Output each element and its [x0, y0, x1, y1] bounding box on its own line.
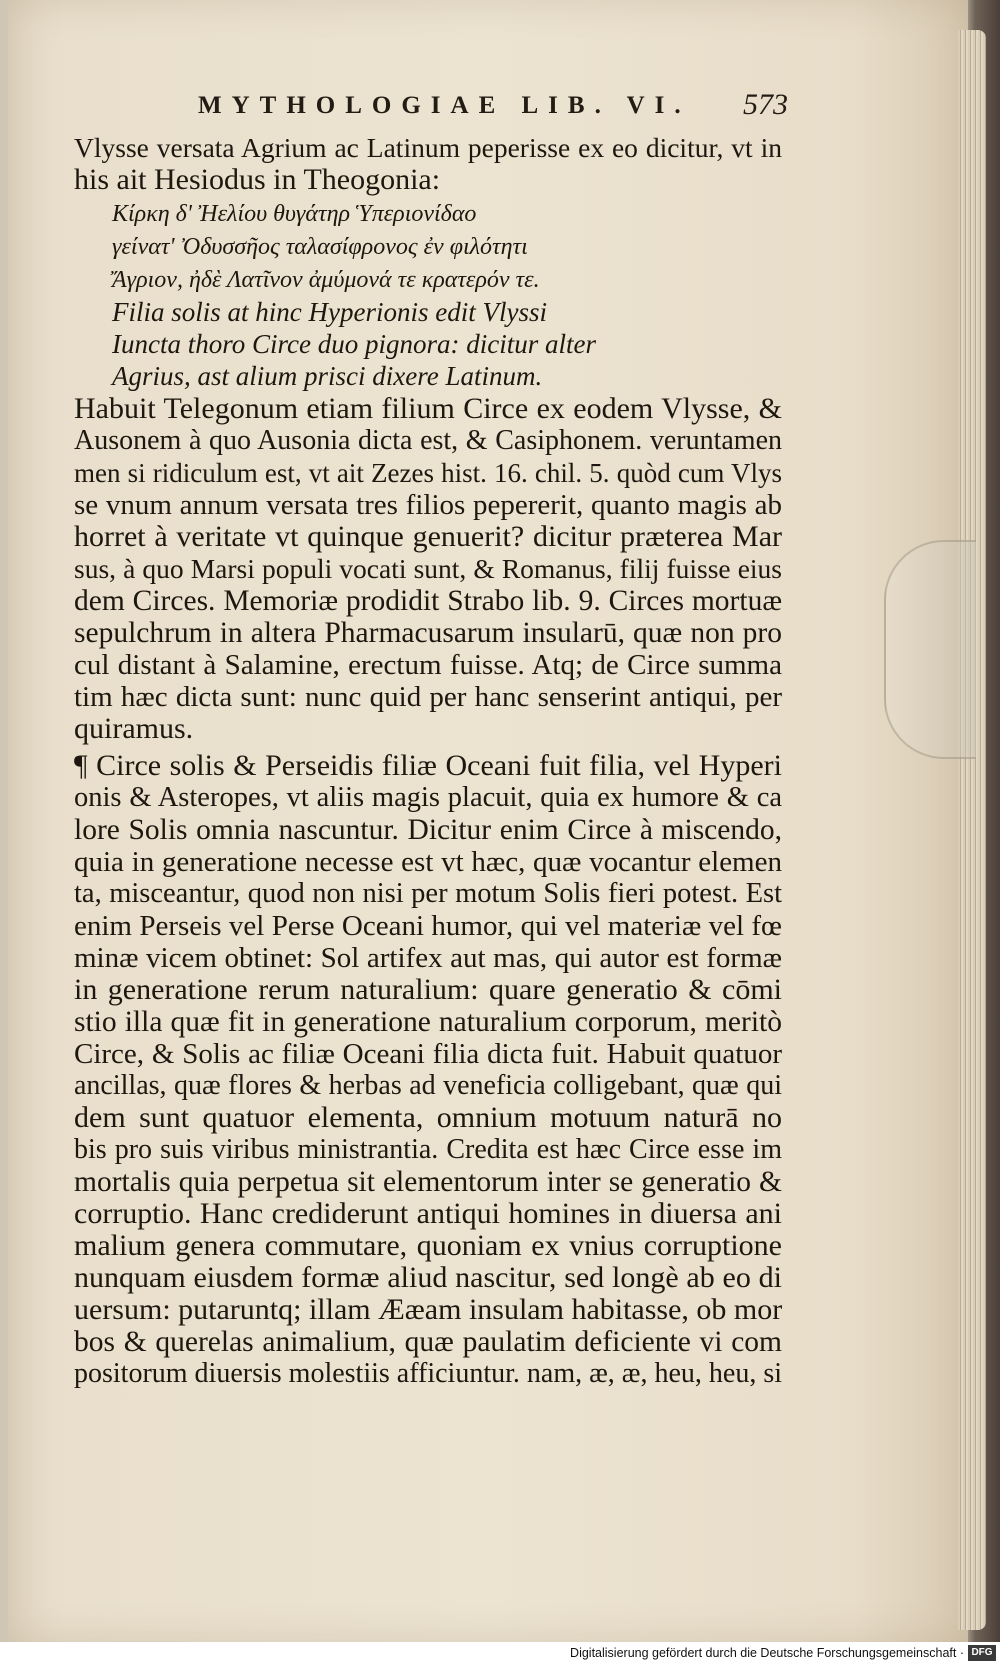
- text-line: quiramus.: [74, 712, 194, 745]
- text-line: Circe, & Solis ac filiæ Oceani filia dicta fuit. Habuit quatuor: [74, 1038, 782, 1070]
- greek-verse-line: Ἄγριον, ἠδὲ Λατῖνον ἀμύμονά τε κρατερόν τε.: [112, 267, 540, 293]
- text-line: nunquam eiusdem formæ aliud nascitur, sed longè ab eo di: [74, 1261, 782, 1294]
- page-edges: [958, 30, 986, 1630]
- text-line: enim Perseis vel Perse Oceani humor, qui vel materiæ vel fœ: [74, 910, 782, 942]
- text-line: horret à veritate vt quinque genuerit? dicitur præterea Mar: [74, 520, 782, 553]
- text-line: mortalis quia perpetua sit elementorum inter se generatio &: [74, 1166, 782, 1198]
- text-line: onis & Asteropes, vt aliis magis placuit, quia ex humore & ca: [74, 782, 782, 813]
- greek-verse-line: Κίρκη δ' Ἠελίου θυγάτηρ Ὑπεριονίδαο: [112, 201, 477, 227]
- text-line: stio illa quæ fit in generatione naturalium corporum, meritò: [74, 1006, 782, 1038]
- text-line: positorum diuersis molestiis afficiuntur. nam, æ, æ, heu, heu, si: [74, 1358, 782, 1389]
- page-header: [198, 88, 788, 128]
- text-line: Vlysse versata Agrium ac Latinum peperisse ex eo dicitur, vt in: [74, 132, 782, 163]
- latin-verse-line: Filia solis at hinc Hyperionis edit Vlyssi: [112, 297, 547, 327]
- text-line: in generatione rerum naturalium: quare generatio & cōmi: [74, 973, 782, 1006]
- page-number: 573: [743, 88, 788, 121]
- text-line: men si ridiculum est, vt ait Zezes hist. 16. chil. 5. quòd cum Vlys: [74, 458, 782, 488]
- text-line: Habuit Telegonum etiam filium Circe ex eodem Vlysse, &: [74, 392, 782, 425]
- text-line: quia in generatione necesse est vt hæc, quæ vocantur elemen: [74, 846, 782, 878]
- text-line: his ait Hesiodus in Theogonia:: [74, 163, 441, 196]
- text-line: bos & querelas animalium, quæ paulatim deficiente vi com: [74, 1326, 782, 1358]
- text-line: minæ vicem obtinet: Sol artifex aut mas, qui autor est formæ: [74, 942, 782, 974]
- text-line: lore Solis omnia nascuntur. Dicitur enim Circe à miscendo,: [74, 814, 782, 846]
- text-line: ta, misceantur, quod non nisi per motum Solis fieri potest. Est: [74, 878, 782, 909]
- text-line: sepulchrum in altera Pharmacusarum insularū, quæ non pro: [74, 617, 782, 649]
- latin-verse-line: Iuncta thoro Circe duo pignora: dicitur alter: [112, 329, 596, 359]
- text-line: bis pro suis viribus ministrantia. Credita est hæc Circe esse im: [74, 1134, 782, 1165]
- greek-verse-line: γείνατ' Ὀδυσσῆος ταλασίφρονος ἐν φιλότητι: [112, 234, 528, 260]
- text-line: cul distant à Salamine, erectum fuisse. Atq; de Circe summa: [74, 649, 782, 681]
- book-page: [8, 0, 968, 1642]
- latin-verse-line: Agrius, ast alium prisci dixere Latinum.: [112, 361, 543, 391]
- digitization-footer: [0, 1642, 1000, 1666]
- text-line: malium genera commutare, quoniam ex vnius corruptione: [74, 1229, 782, 1262]
- text-line: Ausonem à quo Ausonia dicta est, & Casiphonem. veruntamen: [74, 425, 782, 456]
- text-line: dem sunt quatuor elementa, omnium motuum naturā no: [74, 1101, 782, 1134]
- text-line: ancillas, quæ flores & herbas ad veneficia colligebant, quæ qui: [74, 1070, 782, 1101]
- footer-credit: Digitalisierung gefördert durch die Deutsche Forschungsgemeinschaft ·: [570, 1646, 964, 1660]
- text-line: sus, à quo Marsi populi vocati sunt, & Romanus, filij fuisse eius: [74, 553, 782, 584]
- text-line: tim hæc dicta sunt: nunc quid per hanc senserint antiqui, per: [74, 681, 782, 713]
- text-line: uersum: putaruntq; illam Ææam insulam habitasse, ob mor: [74, 1293, 783, 1326]
- text-line: dem Circes. Memoriæ prodidit Strabo lib. 9. Circes mortuæ: [74, 585, 782, 617]
- running-head: MYTHOLOGIAE LIB. VI.: [198, 92, 691, 119]
- paragraph-start-line: ¶ Circe solis & Perseidis filiæ Oceani fuit filia, vel Hyperi: [74, 749, 782, 782]
- text-line: corruptio. Hanc crediderunt antiqui homines in diuersa ani: [74, 1197, 782, 1230]
- page-clip: [884, 540, 976, 759]
- dfg-logo-icon: DFG: [968, 1645, 996, 1661]
- text-line: se vnum annum versata tres filios pepererit, quanto magis ab: [74, 489, 782, 521]
